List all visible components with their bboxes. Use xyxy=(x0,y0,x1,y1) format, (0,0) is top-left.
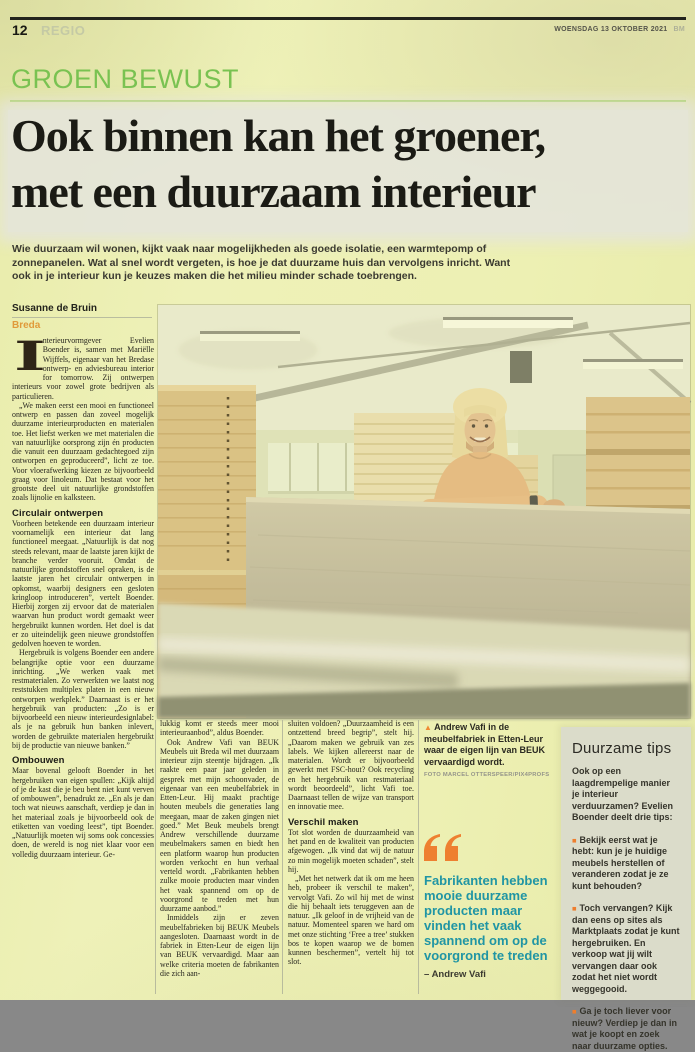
subhead-ombouwen: Ombouwen xyxy=(12,755,65,766)
issue-date: WOENSDAG 13 OKTOBER 2021 xyxy=(554,26,668,33)
byline-author: Susanne de Bruin xyxy=(12,303,98,314)
article-column-1 xyxy=(12,333,154,993)
paragraph: Tot slot worden de duurzaamheid van het pand en de kwaliteit van producten afgewogen. „Ik vind dat wij de natuur zo min mogelijk moeten schaden”, stelt hij. xyxy=(288,827,414,874)
headline xyxy=(11,108,693,220)
paragraph: Ook Andrew Vafi van BEUK Meubels uit Breda wil met duurzaam interieur zijn steentje bijdragen. „Ik raakte een paar jaar geleden in gesprek met mijn schoonvader, de eigenaar van een meubelfabriek in Etten-Leur. Hij maakt prachtige houten meubels die generaties lang meegaan, maar de zaken gingen niet goed.” Met Beuk meubels brengt Andrew verschillende duurzame meubelmakers samen en biedt hen een platform waarop hun producten worden verkocht en hun verhaal verteld wordt. „Fabrikanten hebben zulke mooie producten maar vinden het vaak spannend om op de voorgrond te treden met hun duurzame aanbod.” xyxy=(160,737,279,913)
lede: Wie duurzaam wil wonen, kijkt vaak naar mogelijkheden als goede isolatie, een warmtepomp of zonnepanelen. Wat al snel wordt vergeten, is hoe je dat duurzame huis dan vervolgens inricht. Want ook in je interieur kun je keuzes maken die het milieu minder schade toebrengen. xyxy=(12,243,511,282)
column-rule xyxy=(418,720,419,994)
photo-credit: FOTO MARCEL OTTERSPEER/PIX4PROFS xyxy=(424,772,550,778)
kicker-rule xyxy=(10,100,686,102)
sidebar-tip: ■ Ga je toch liever voor nieuw? Verdiep je dan in wat je koopt en zoek naar duurzame opties. xyxy=(572,1006,678,1051)
sidebar-title: Duurzame tips xyxy=(572,740,672,757)
top-rule xyxy=(10,17,686,20)
column-rule xyxy=(282,720,283,994)
byline-rule xyxy=(12,317,152,318)
tip-bullet-icon: ■ xyxy=(572,835,577,845)
paper-brand: BM xyxy=(673,26,685,33)
quote-marks-icon xyxy=(424,834,462,861)
page-number: 12 xyxy=(12,22,28,38)
paragraph: „Met het netwerk dat ik om me heen heb, probeer ik verschil te maken”, vervolgt Vafi. Zo wil hij met de winst die hij behaalt iets teruggeven aan de natuur. „Ik geloof in de vrijheid van de natuur. Momenteel sparen we hard om met onze stichting ‘Free a tree’ stukken bos te kopen waarop we de bomen kunnen beschermen”, vertelt hij tot slot. xyxy=(288,874,414,967)
paragraph: Hergebruik is volgens Boender een andere belangrijke optie voor een duurzame inrichting. „We werken vaak met restmaterialen. Zo verwerkten we laatst nog reststukken multiplex platen in een nieuw ontworpen werkplek.” Daarnaast is er het hergebruik van producten: „Zo is er bijvoorbeeld een nieuw interieurdesignlabel: als je na gebruik hun banken inlevert, worden de gebruikte materialen hergebruikt bij de productie van nieuwe banken.” xyxy=(12,648,154,750)
pull-quote-text: Fabrikanten hebben mooie duurzame producten maar vinden het vaak spannend om op de voorgrond te treden xyxy=(424,873,548,963)
paragraph: Voorheen betekende een duurzaam interieur voornamelijk een interieur dat lang functioneel meegaat. „Natuurlijk is dat nog steeds relevant, maar de laatste jaren kijkt de branche verder vooruit. Omdat de natuurlijke grondstoffen snel opraken, is de laatste jaren het circulair ontwerpen in opkomst, waarbij designers een gesloten kringloop introduceren”, vertelt Boender. Hierbij zorgen zij ervoor dat de materialen waarvan hun product wordt gemaakt weer hergebruikt kunnen worden. Het doel is dat er zo uiteindelijk geen nieuwe grondstoffen gedolven hoeven te worden. xyxy=(12,518,154,648)
article-column-3 xyxy=(288,719,414,997)
subhead-verschil-maken: Verschil maken xyxy=(288,816,359,828)
tip-bullet-icon: ■ xyxy=(572,904,577,913)
headline-line2: met een duurzaam interieur xyxy=(11,166,536,217)
column-rule xyxy=(155,720,156,994)
factory-photo-illustration xyxy=(158,305,690,718)
paragraph: Maar bovenal gelooft Boender in het hergebruiken van eigen spullen: „Kijk altijd of je de kast die je beu bent niet kunt verven of ombouwen”, benadrukt ze. „En als je dan toch wat nieuws aanschaft, verdiep je dan in het materiaal zoals je bijvoorbeeld ook de etiketten van voeding leest”, tipt Boender. „Natuurlijk moeten wij soms ook concessies doen, de wereld is nog niet klaar voor een volledig duurzaam interieur. Ge- xyxy=(12,766,154,859)
dropcap: I xyxy=(14,333,46,380)
photo-caption: ▲ Andrew Vafi in de meubelfabriek in Etten-Leur waar de eigen lijn van BEUK vervaardigd wordt. xyxy=(424,722,546,767)
pull-quote-attribution: – Andrew Vafi xyxy=(424,969,486,980)
sidebar-intro: Ook op een laagdrempelige manier je interieur verduurzamen? Evelien Boender deelt drie tips: xyxy=(572,766,674,822)
paragraph: lukkig komt er steeds meer mooi interieuraanbod”, aldus Boender. xyxy=(160,719,279,738)
headline-line1: Ook binnen kan het groener, xyxy=(11,110,546,161)
paragraph: sluiten voldoen? „Duurzaamheid is een ontzettend breed begrip”, stelt hij. „Daarom maken we gebruik van zes labels. We kijken allereerst naar de materialen. Wordt er bijvoorbeeld gewerkt met FSC-hout? Ook recycling en het hergebruik van restmateriaal wordt beoordeeld”, licht Vafi toe. Daarnaast tellen de wijze van transport en innovatie mee. xyxy=(288,719,414,812)
paragraph: I nterieurvormgever Evelien Boender is, samen met Mariëlle Wijffels, eigenaar van het Bredase ontwerp- en adviesbureau interior for tomorrow. Zij ontwerpen interieurs voor zowel grote bedrijven als particulieren. xyxy=(12,333,154,401)
paragraph: Inmiddels zijn er zeven meubelfabrieken bij BEUK Meubels aangesloten. Daarnaast wordt in de fabriek in Etten-Leur de eigen lijn van BEUK vervaardigd. Maar aan welke criteria moeten de fabrikanten die zich aan- xyxy=(160,913,279,978)
date-row xyxy=(554,26,685,33)
article-column-2 xyxy=(160,719,279,997)
tip-bullet-icon: ■ xyxy=(572,1007,577,1016)
caption-triangle-icon: ▲ xyxy=(424,723,432,732)
sidebar-tip: ■ Toch vervangen? Kijk dan eens op sites als Marktplaats zodat je kunt hergebruiken. En verkoop wat jij wilt vervangen daar ook zodat het niet wordt weggegooid. xyxy=(572,903,680,994)
kicker: GROEN BEWUST xyxy=(11,64,240,94)
section-label: REGIO xyxy=(41,23,86,38)
pull-quote xyxy=(424,834,564,980)
paragraph: „We maken eerst een mooi en functioneel ontwerp en passen dan zoveel mogelijk duurzame interieurproducten en materialen toe. Het liefst werken we met materialen die van natuurlijke oorsprong zijn én producten die vanuit een duurzaam gedachtegoed zijn ontworpen en geproduceerd”, licht ze toe. Voor vloerafwerking kiezen ze bijvoorbeeld graag voor linoleum. Dat bestaat voor het grootste deel uit natuurlijke grondstoffen zoals lijnolie en kalksteen. xyxy=(12,400,154,503)
photo-caption-block xyxy=(424,722,558,778)
sidebar-tip: ■ Bekijk eerst wat je hebt: kun je je huidige meubels herstellen of veranderen zodat je ze kunt behouden? xyxy=(572,834,669,891)
sidebar-duurzame-tips xyxy=(561,727,691,1051)
article-photo xyxy=(158,305,690,718)
subhead-circulair-ontwerpen: Circulair ontwerpen xyxy=(12,507,104,519)
byline-city: Breda xyxy=(12,320,41,331)
